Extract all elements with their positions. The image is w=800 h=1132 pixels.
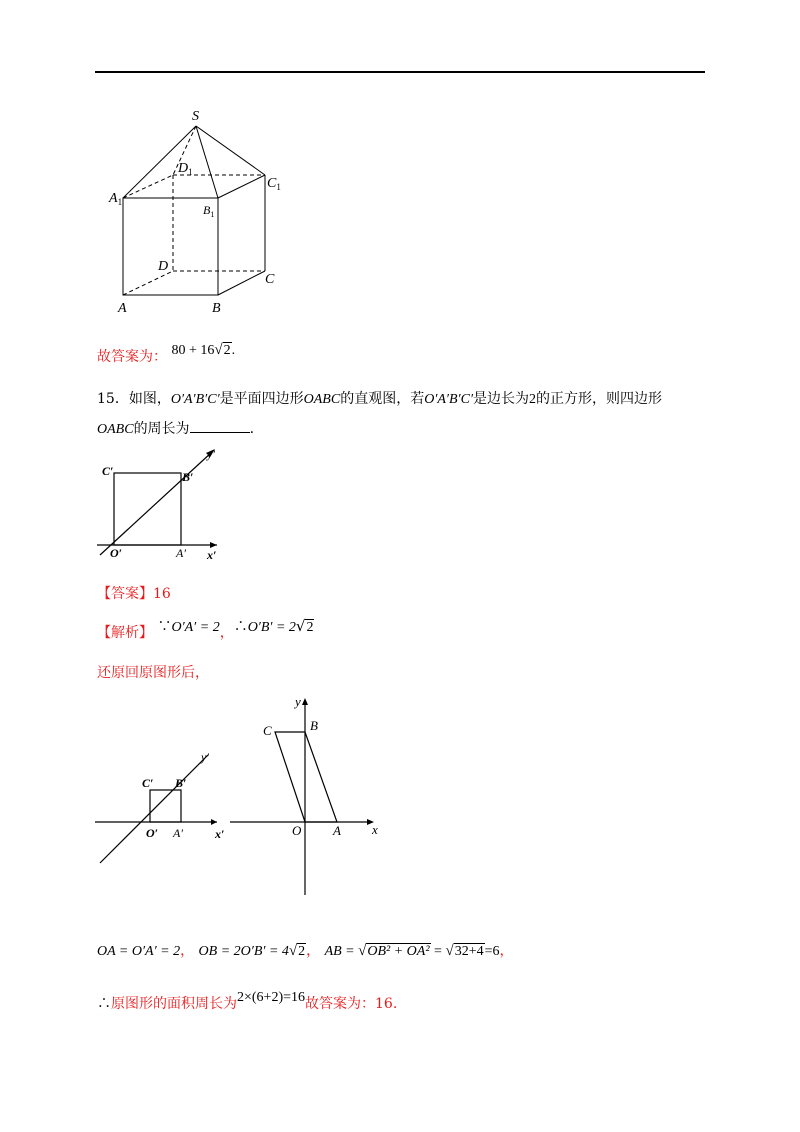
square-oabc — [114, 473, 181, 545]
x-arrowhead-2 — [211, 819, 217, 825]
label-o-prime-2: O′ — [146, 826, 159, 840]
edge-a-d — [123, 271, 173, 295]
label-s: S — [192, 109, 199, 124]
edge-a1-d1 — [123, 175, 173, 198]
answer-tag: 【答案】 — [97, 586, 153, 602]
label-o-prime: O′ — [110, 546, 123, 560]
edge-s-b1 — [196, 126, 218, 198]
prev-answer-expr: 80 + 16√2. — [171, 342, 236, 358]
label-c: C — [265, 272, 275, 287]
calculation-line: OA = O′A′ = 2， OB = 2O′B′ = 4√2， AB = √OB² + OA² = √32+4=6， — [97, 943, 514, 959]
restore-line: 还原回原图形后， — [97, 665, 209, 681]
analysis-tag: 【解析】 — [97, 625, 153, 641]
analysis-line: 【解析】 ∵O′A′ = 2，∴O′B′ = 2√2 — [97, 617, 314, 641]
y-prime-axis-2 — [100, 755, 208, 863]
prev-answer-prefix: 故答案为： — [97, 349, 167, 365]
label-c-prime: C′ — [102, 464, 114, 478]
answer-line — [97, 583, 171, 603]
label-x-prime-2: x′ — [215, 827, 225, 841]
final-expr: 2×(6+2)=16 — [237, 990, 306, 1005]
label-x: x — [372, 822, 378, 837]
final-line: ∴原图形的面积周长为2×(6+2)=16故答案为：16. — [97, 990, 398, 1012]
label-a-prime-2: A′ — [173, 826, 183, 840]
label-a-prime: A′ — [176, 546, 186, 560]
label-o: O — [292, 823, 302, 838]
label-d1: $D_1$ — [178, 161, 193, 177]
label-y-prime-2: y′ — [201, 750, 209, 764]
label-a1: $A_1$ — [109, 191, 123, 207]
label-b1: $B_1$ — [203, 203, 215, 219]
label-b-prime: B′ — [182, 470, 194, 484]
label-a-orig: A — [333, 823, 341, 838]
prism-pyramid-figure — [100, 100, 300, 320]
label-b-prime-2: B′ — [175, 776, 187, 790]
label-c-prime-2: C′ — [142, 776, 154, 790]
label-x-prime: x′ — [207, 548, 217, 562]
question-number: 15． — [97, 391, 129, 407]
answer-value: 16 — [153, 586, 171, 602]
label-c-orig: C — [263, 723, 272, 738]
label-a: A — [118, 301, 127, 316]
label-y: y — [295, 694, 301, 709]
prev-answer-line — [97, 342, 236, 366]
edge-b-c — [218, 271, 265, 295]
intuitive-square-figure — [92, 445, 232, 565]
edge-b1-c1 — [218, 175, 265, 198]
header-rule — [95, 71, 705, 73]
label-c1: $C_1$ — [267, 176, 281, 192]
small-square — [150, 790, 181, 822]
oblique-small-figure — [95, 745, 235, 865]
label-b: B — [212, 301, 221, 316]
question-15-line2: OABC的周长为 . — [97, 421, 255, 437]
y-prime-axis — [100, 452, 212, 555]
edge-s-c1 — [196, 126, 265, 175]
y-arrowhead-4 — [302, 698, 308, 705]
question-15-line1: 15．如图，O′A′B′C′是平面四边形OABC的直观图，若O′A′B′C′是边长为2的正方形，则四边形 — [97, 391, 663, 407]
label-b-orig: B — [310, 718, 318, 733]
original-figure — [230, 690, 400, 900]
label-d: D — [158, 259, 169, 274]
quad-oabc — [275, 732, 337, 822]
label-y-prime: y′ — [207, 447, 215, 461]
answer-blank — [190, 420, 250, 433]
